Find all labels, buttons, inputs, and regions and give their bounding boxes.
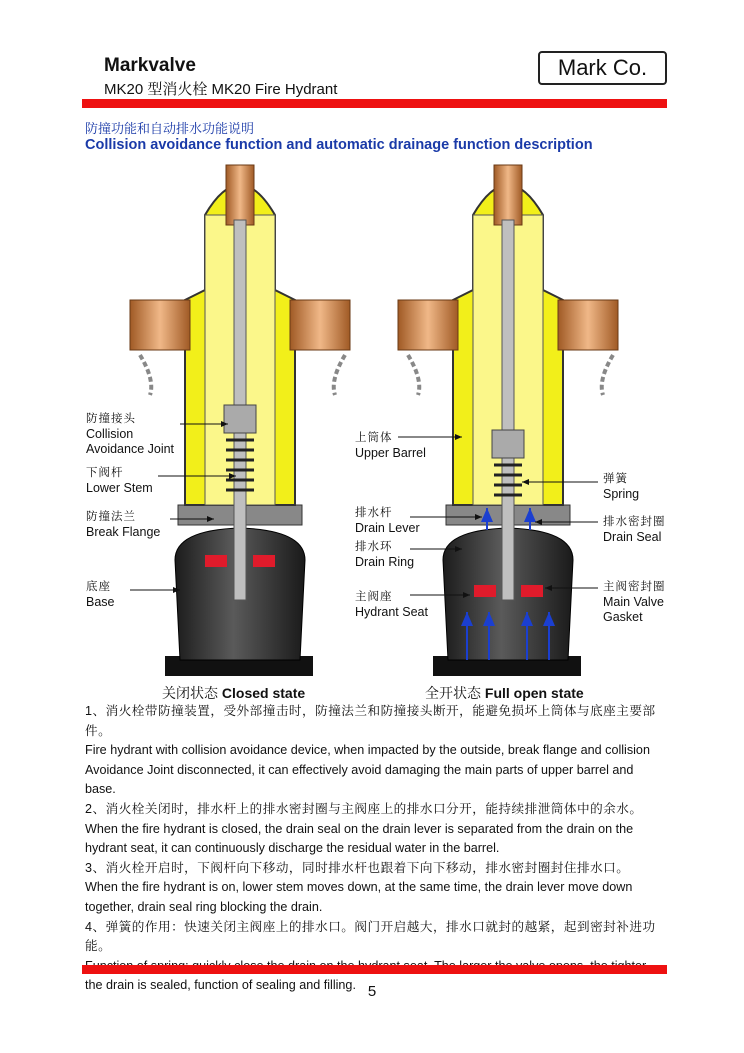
- footer-red-bar: [82, 965, 667, 974]
- label-break-flange: 防撞法兰 Break Flange: [86, 511, 161, 539]
- label-drain-lever: 排水杆 Drain Lever: [355, 507, 420, 535]
- paragraph-3-en: When the fire hydrant is on, lower stem moves down, at the same time, the drain lever move down together, drain seal ring blocking the drain.: [85, 880, 633, 914]
- paragraph-4-zh: 4、弹簧的作用：快速关闭主阀座上的排水口。阀门开启越大，排水口就封的越紧，起到密封补进功能。: [85, 919, 656, 954]
- brand-name: Markvalve: [104, 55, 196, 76]
- label-spring: 弹簧 Spring: [603, 473, 640, 501]
- paragraph-1-zh: 1、消火栓带防撞装置，受外部撞击时，防撞法兰和防撞接头断开，能避免损坏上筒体与底座主要部件。: [85, 704, 656, 738]
- paragraph-2-zh: 2、消火栓关闭时，排水杆上的排水密封圈与主阀座上的排水口分开，能持续排泄筒体中的余水。: [85, 801, 643, 816]
- label-base: 底座 Base: [86, 581, 115, 609]
- description-body: [85, 702, 667, 996]
- paragraph-3-zh: 3、消火栓开启时，下阀杆向下移动，同时排水杆也跟着下向下移动，排水密封圈封住排水口。: [85, 860, 630, 875]
- label-main-valve-gasket: 主阀密封圈 Main Valve Gasket: [603, 580, 675, 625]
- header-red-bar: [82, 99, 667, 108]
- document-subtitle: MK20 型消火栓 MK20 Fire Hydrant: [104, 81, 338, 98]
- paragraph-1-en: Fire hydrant with collision avoidance device, when impacted by the outside, break flange and collision Avoidance Joint disconnected, it can effectively avoid damaging the main parts of upper barrel and base.: [85, 743, 650, 797]
- label-lower-stem: 下阀杆 Lower Stem: [86, 467, 153, 495]
- section-title-zh: 防撞功能和自动排水功能说明: [85, 121, 255, 136]
- label-collision-avoidance-joint: 防撞接头 Collision Avoidance Joint: [86, 412, 182, 457]
- label-drain-seal: 排水密封圈 Drain Seal: [603, 516, 666, 544]
- caption-closed-state: 关闭状态 Closed state: [162, 685, 306, 701]
- label-hydrant-seat: 主阀座 Hydrant Seat: [355, 591, 428, 619]
- label-drain-ring: 排水环 Drain Ring: [355, 541, 415, 569]
- label-main-valve-gasket-en: Main Valve Gasket: [603, 595, 664, 624]
- paragraph-2-en: When the fire hydrant is closed, the drain seal on the drain lever is separated from the drain on the hydrant seat, it can continuously discharge the residual water in the barrel.: [85, 821, 634, 856]
- paragraph-4-en: the drain is sealed, function of sealing and filling.: [85, 978, 356, 993]
- open-hydrant-drawing: [398, 165, 618, 676]
- section-title-en: Collision avoidance function and automatic drainage function description: [85, 137, 593, 153]
- label-upper-barrel: 上筒体 Upper Barrel: [355, 432, 426, 460]
- company-logo: Mark Co.: [538, 51, 667, 85]
- caption-full-open-state: 全开状态 Full open state: [425, 685, 584, 701]
- label-collision-avoidance-joint-en: Collision Avoidance Joint: [86, 427, 175, 456]
- page-number: 5: [367, 983, 377, 1000]
